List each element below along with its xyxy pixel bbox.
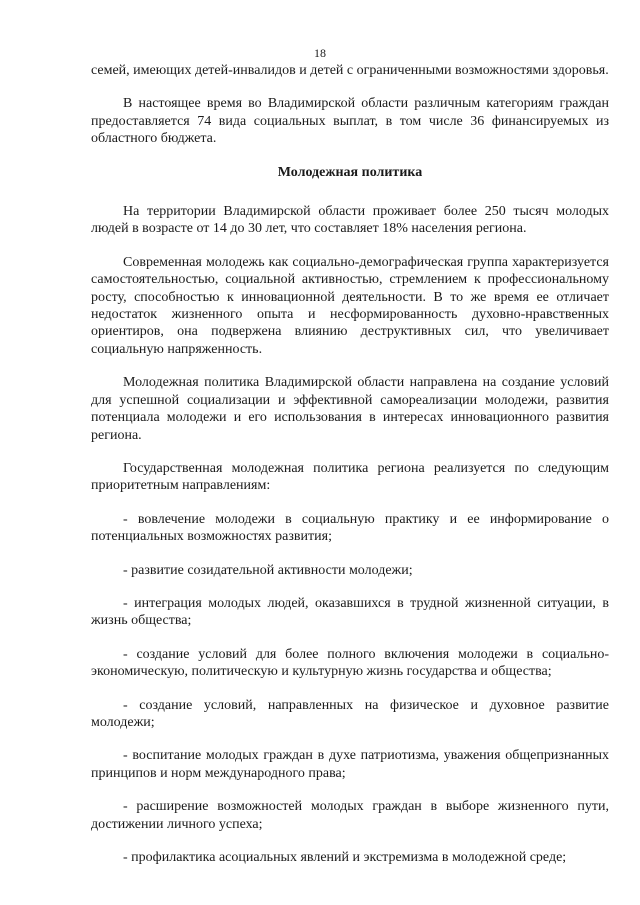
page-number: 18 [314,46,326,60]
document-body [91,62,609,882]
paragraph: Государственная молодежная политика региона реализуется по следующим приоритетным направлениям: [91,460,609,494]
list-item: - расширение возможностей молодых граждан в выборе жизненного пути, достижении личного успеха; [91,799,609,832]
paragraph: На территории Владимирской области проживает более 250 тысяч молодых людей в возрасте от 14 до 30 лет, что составляет 18% населения региона. [91,204,609,237]
paragraph: Молодежная политика Владимирской области направлена на создание условий для успешной социализации и эффективной самореализации молодежи, развития потенциала молодежи и его использования в интересах инновационного развития региона. [91,375,609,443]
paragraph: В настоящее время во Владимирской области различным категориям граждан предоставляется 74 вида социальных выплат, в том числе 36 финансируемых из областного бюджета. [91,96,609,147]
list-item: - создание условий, направленных на физическое и духовное развитие молодежи; [91,697,609,730]
list-item: - создание условий для более полного включения молодежи в социально-экономическую, политическую и культурную жизнь государства и общества; [91,646,609,680]
paragraph: Современная молодежь как социально-демографическая группа характеризуется самостоятельностью, социальной активностью, стремлением к профессиональному росту, способностью к инновационной деятельности. В то же время ее отличает недостаток жизненного опыта и несформированность духовно-нравственных ориентиров, она подвержена влиянию деструктивных сил, что увеличивает социальную напряженность. [91,254,609,357]
list-item: - воспитание молодых граждан в духе патриотизма, уважения общепризнанных принципов и норм международного права; [91,748,609,781]
list-item: - развитие созидательной активности молодежи; [123,562,413,578]
list-item: - интеграция молодых людей, оказавшихся в трудной жизненной ситуации, в жизнь общества; [91,595,609,629]
list-item: - вовлечение молодежи в социальную практику и ее информирование о потенциальных возможностях развития; [91,511,609,545]
section-title: Молодежная политика [277,164,423,180]
paragraph: семей, имеющих детей-инвалидов и детей с ограниченными возможностями здоровья. [91,63,609,78]
directions-list [91,511,609,867]
list-item: - профилактика асоциальных явлений и экстремизма в молодежной среде; [123,850,567,865]
